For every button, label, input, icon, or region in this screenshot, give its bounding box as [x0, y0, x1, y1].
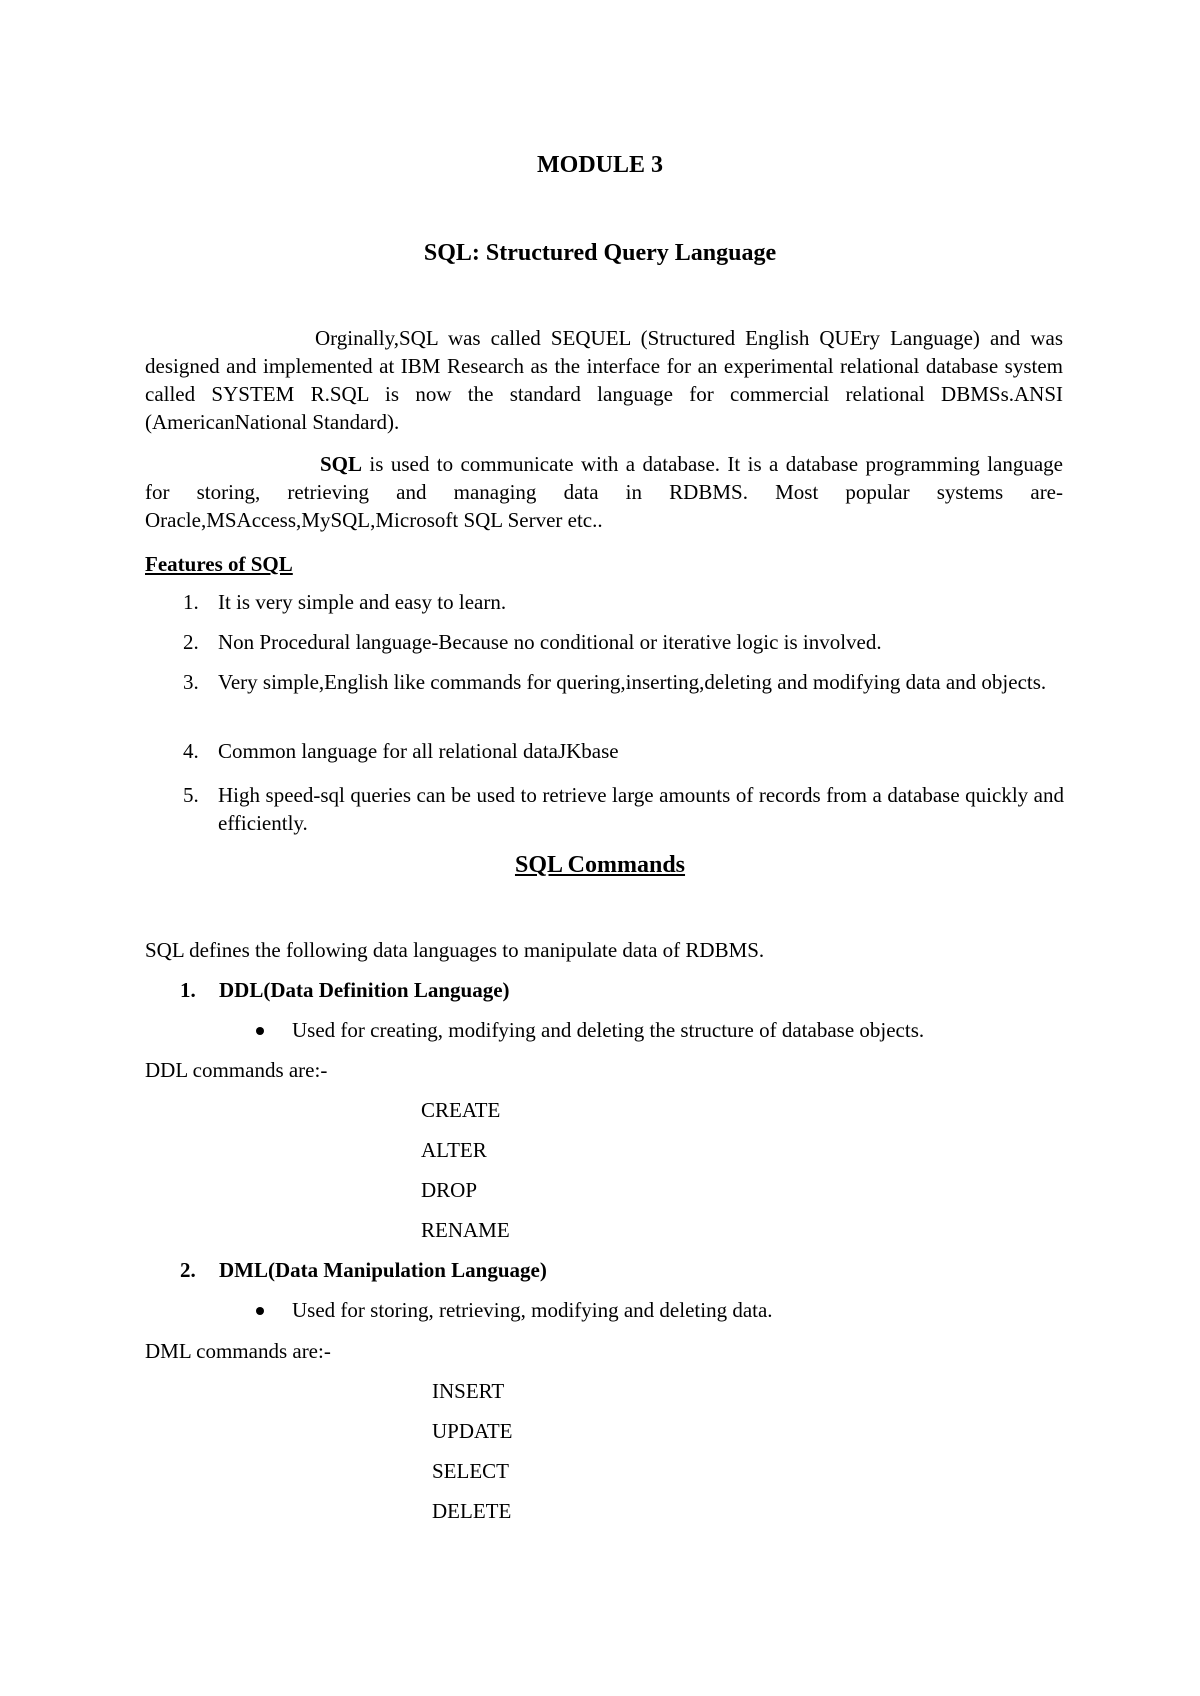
intro-paragraph-2	[145, 450, 1063, 534]
ddl-title: DDL(Data Definition Language)	[219, 978, 510, 1002]
list-item-text: Common language for all relational dataJKbase	[218, 739, 619, 763]
list-item-number: 5.	[183, 783, 199, 807]
list-item-text: Non Procedural language-Because no conditional or iterative logic is involved.	[218, 630, 882, 654]
ddl-command: ALTER	[421, 1138, 487, 1162]
dml-number: 2.	[180, 1258, 196, 1282]
dml-command: UPDATE	[432, 1419, 513, 1443]
ddl-bullet-text: Used for creating, modifying and deleting the structure of database objects.	[292, 1018, 925, 1042]
ddl-command: DROP	[421, 1178, 478, 1202]
sql-bold-term: SQL	[320, 452, 363, 476]
list-item-number: 1.	[183, 590, 199, 614]
list-item	[184, 668, 1064, 724]
intro-paragraph-2-text: is used to communicate with a database. It is a database programming language for storing, retrieving and managing data in RDBMS. Most popular systems are-Oracle,MSAccess,MySQL,Microsoft SQL Server etc..	[145, 452, 1063, 532]
commands-heading: SQL Commands	[514, 852, 686, 878]
dml-commands-label: DML commands are:-	[145, 1339, 331, 1363]
ddl-commands-label: DDL commands are:-	[145, 1058, 328, 1082]
ddl-command: RENAME	[421, 1218, 510, 1242]
list-item-number: 4.	[183, 739, 199, 763]
list-item	[184, 781, 1064, 837]
dml-title: DML(Data Manipulation Language)	[219, 1258, 547, 1282]
list-item-number: 2.	[183, 630, 199, 654]
dml-command: SELECT	[432, 1459, 509, 1483]
list-item	[184, 737, 1064, 765]
intro-paragraph-1: Orginally,SQL was called SEQUEL (Structured English QUEry Language) and was designed and implemented at IBM Research as the interface for an experimental relational database system called SYSTEM R.SQL is now the standard language for commercial relational DBMSs.ANSI (AmericanNational Standard).	[145, 326, 1063, 434]
list-item-text: High speed-sql queries can be used to retrieve large amounts of records from a database quickly and efficiently.	[218, 783, 1064, 835]
dml-command: DELETE	[432, 1499, 512, 1523]
page-subtitle: SQL: Structured Query Language	[423, 240, 777, 266]
list-item	[184, 588, 1064, 616]
bullet-icon	[256, 1307, 264, 1315]
features-heading: Features of SQL	[145, 552, 293, 576]
module-title: MODULE 3	[537, 152, 663, 178]
list-item-text: Very simple,English like commands for quering,inserting,deleting and modifying data and objects.	[218, 670, 1047, 694]
list-item-number: 3.	[183, 670, 199, 694]
ddl-command: CREATE	[421, 1098, 501, 1122]
commands-intro: SQL defines the following data languages to manipulate data of RDBMS.	[145, 938, 765, 962]
dml-bullet-text: Used for storing, retrieving, modifying and deleting data.	[292, 1298, 773, 1322]
dml-command: INSERT	[432, 1379, 505, 1403]
bullet-icon	[256, 1027, 264, 1035]
list-item-text: It is very simple and easy to learn.	[218, 590, 507, 614]
list-item	[184, 628, 1064, 656]
ddl-number: 1.	[180, 978, 196, 1002]
